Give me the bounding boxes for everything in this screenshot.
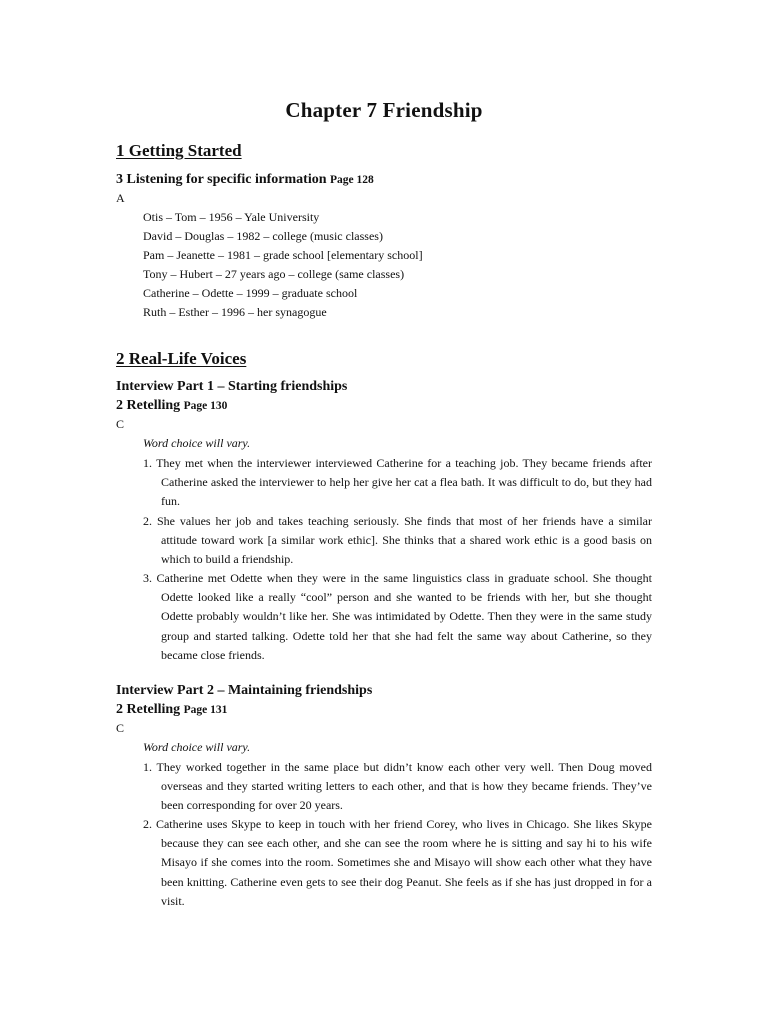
- page-ref-128: Page 128: [330, 174, 374, 186]
- list-item: Catherine – Odette – 1999 – graduate school: [143, 286, 358, 300]
- subheading-retelling-part2: [116, 702, 227, 718]
- page-ref-130: Page 130: [183, 400, 228, 412]
- section-heading-real-life-voices: 2 Real-Life Voices: [116, 349, 247, 368]
- word-choice-note: Word choice will vary.: [143, 436, 251, 450]
- interview-part1-heading: Interview Part 1 – Starting friendships: [116, 379, 348, 394]
- answer-item: 1. They met when the interviewer interviewed Catherine for a teaching job. They became friends after Catherine asked the interviewer to help her give her cat a flea bath. It was difficult to do, but they had fun.: [143, 456, 652, 509]
- answer-list: [143, 208, 423, 322]
- interview-part2-heading: Interview Part 2 – Maintaining friendships: [116, 683, 373, 698]
- answer-item: 2. Catherine uses Skype to keep in touch with her friend Corey, who lives in Chicago. She likes Skype because they can see each other, and she can see the room where he is sitting and say hi to his wife Misayo if she comes into the room. Sometimes she and Misayo will show each other what they have been knitting. Catherine even gets to see their dog Peanut. She feels as if she has just dropped in for a visit.: [143, 817, 652, 908]
- page-ref-131: Page 131: [183, 704, 228, 716]
- subheading-retelling-text: 2 Retelling: [116, 702, 181, 717]
- subheading-listening-text: 3 Listening for specific information: [116, 172, 327, 187]
- answer-item: 3. Catherine met Odette when they were in the same linguistics class in graduate school. She thought Odette looked like a really “cool” person and she wanted to be friends with her, but she thought Odette probably wouldn’t like her. She was intimidated by Odette. Then they were in the same study group and started talking. Odette told her that she had felt the same way about Catherine, so they became close friends.: [143, 571, 652, 662]
- answer-letter-a: A: [116, 191, 125, 205]
- subheading-listening: [116, 172, 374, 188]
- list-item: David – Douglas – 1982 – college (music classes): [143, 229, 383, 243]
- section-heading-getting-started: 1 Getting Started: [116, 141, 242, 160]
- list-item: Ruth – Esther – 1996 – her synagogue: [143, 305, 327, 319]
- subheading-retelling-text: 2 Retelling: [116, 398, 181, 413]
- list-item: Pam – Jeanette – 1981 – grade school [elementary school]: [143, 248, 423, 262]
- word-choice-note: Word choice will vary.: [143, 740, 251, 754]
- subheading-retelling-part1: [116, 398, 227, 414]
- chapter-title: Chapter 7 Friendship: [285, 98, 483, 122]
- answer-letter-c: C: [116, 417, 125, 431]
- list-item: Tony – Hubert – 27 years ago – college (same classes): [143, 267, 405, 281]
- answer-item: 2. She values her job and takes teaching seriously. She finds that most of her friends have a similar attitude toward work [a similar work ethic]. She thinks that a shared work ethic is a good basis on which to build a friendship.: [143, 514, 652, 567]
- list-item: Otis – Tom – 1956 – Yale University: [143, 210, 320, 224]
- answer-item: 1. They worked together in the same place but didn’t know each other very well. Then Doug moved overseas and they started writing letters to each other, and that is how they became friends. They’ve been corresponding for over 20 years.: [143, 760, 652, 813]
- answer-letter-c: C: [116, 721, 125, 735]
